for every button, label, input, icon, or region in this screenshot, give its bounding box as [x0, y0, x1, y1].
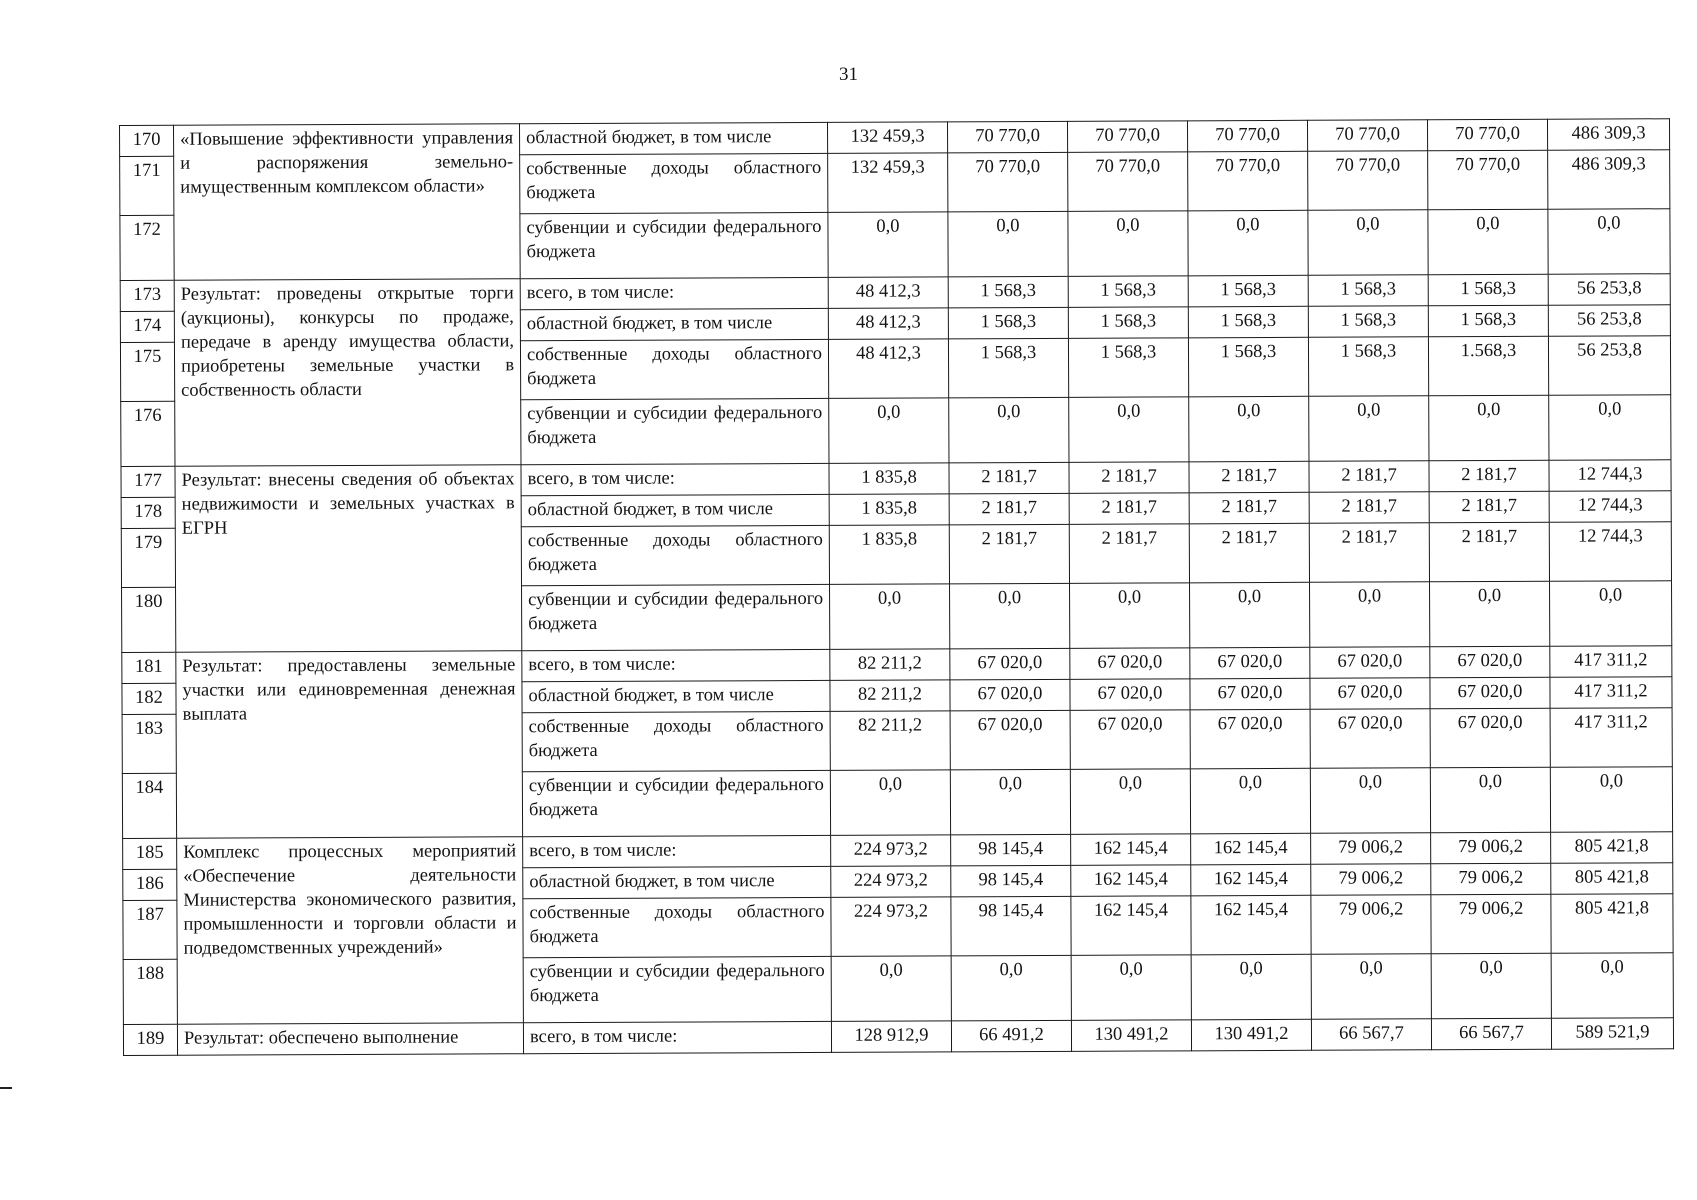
- year-value-cell: 67 020,0: [1430, 708, 1550, 768]
- funding-source: областной бюджет, в том числе: [522, 680, 830, 712]
- total-value-cell: 805 421,8: [1551, 832, 1673, 864]
- year-value-cell: 0,0: [1429, 395, 1549, 461]
- year-value-cell: 0,0: [1191, 954, 1311, 1020]
- year-value-cell: 1 835,8: [829, 463, 949, 495]
- total-value-cell: 0,0: [1551, 953, 1673, 1019]
- year-value-cell: 1 835,8: [829, 525, 949, 585]
- year-value-cell: 67 020,0: [950, 679, 1070, 711]
- funding-source: областной бюджет, в том числе: [519, 122, 827, 154]
- year-value-cell: 0,0: [831, 956, 951, 1022]
- year-value-cell: 162 145,4: [1191, 864, 1311, 896]
- year-value-cell: 79 006,2: [1311, 895, 1431, 955]
- funding-source: всего, в том числе:: [520, 277, 828, 309]
- year-value-cell: 2 181,7: [949, 524, 1069, 584]
- year-value-cell: 66 567,7: [1311, 1019, 1431, 1051]
- year-value-cell: 0,0: [949, 397, 1069, 463]
- year-value-cell: 162 145,4: [1071, 834, 1191, 866]
- measure-description: Результат: предоставлены земельные участки или единовременная денежная выплата: [176, 651, 523, 839]
- year-value-cell: 0,0: [829, 398, 949, 464]
- year-value-cell: 67 020,0: [1430, 677, 1550, 709]
- row-number: 175: [120, 342, 174, 401]
- year-value-cell: 0,0: [951, 955, 1071, 1021]
- total-value-cell: 417 311,2: [1550, 646, 1672, 678]
- year-value-cell: 79 006,2: [1431, 832, 1551, 864]
- row-number: 188: [123, 959, 177, 1024]
- year-value-cell: 1.568,3: [1428, 336, 1548, 396]
- funding-source: областной бюджет, в том числе: [523, 866, 831, 898]
- year-value-cell: 224 973,2: [831, 897, 951, 957]
- year-value-cell: 162 145,4: [1191, 895, 1311, 955]
- year-value-cell: 0,0: [1309, 396, 1429, 462]
- year-value-cell: 70 770,0: [948, 152, 1068, 212]
- funding-source: субвенции и субсидии федерального бюджета: [523, 956, 831, 1022]
- year-value-cell: 1 568,3: [1188, 275, 1308, 307]
- year-value-cell: 0,0: [1188, 210, 1308, 276]
- year-value-cell: 67 020,0: [1070, 679, 1190, 711]
- year-value-cell: 2 181,7: [949, 462, 1069, 494]
- year-value-cell: 224 973,2: [831, 866, 951, 898]
- measure-description: «Повышение эффективности управления и распоряжения земельно-имущественным комплексом области»: [174, 124, 521, 281]
- row-number: 182: [122, 683, 176, 714]
- total-value-cell: 56 253,8: [1548, 305, 1670, 337]
- funding-source: собственные доходы областного бюджета: [520, 339, 828, 399]
- measure-description: Результат: проведены открытые торги (аукционы), конкурсы по продаже, передаче в аренду имущества области, приобретены земельные участки в собственность области: [174, 279, 521, 467]
- year-value-cell: 1 568,3: [948, 276, 1068, 308]
- row-number: 189: [123, 1024, 177, 1055]
- year-value-cell: 70 770,0: [1427, 119, 1547, 151]
- budget-table: [119, 118, 1674, 1056]
- year-value-cell: 70 770,0: [1068, 152, 1188, 212]
- year-value-cell: 79 006,2: [1431, 863, 1551, 895]
- total-value-cell: 486 309,3: [1547, 119, 1669, 151]
- total-value-cell: 0,0: [1548, 209, 1670, 275]
- year-value-cell: 2 181,7: [1069, 462, 1189, 494]
- funding-source: субвенции и субсидии федерального бюджета: [521, 398, 829, 464]
- funding-source: всего, в том числе:: [523, 835, 831, 867]
- funding-source: собственные доходы областного бюджета: [522, 711, 830, 771]
- year-value-cell: 0,0: [830, 770, 950, 836]
- year-value-cell: 1 568,3: [948, 338, 1068, 398]
- row-number: 183: [122, 714, 176, 773]
- year-value-cell: 2 181,7: [1429, 460, 1549, 492]
- year-value-cell: 0,0: [1428, 209, 1548, 275]
- year-value-cell: 0,0: [950, 769, 1070, 835]
- row-number: 173: [120, 280, 174, 311]
- year-value-cell: 98 145,4: [951, 834, 1071, 866]
- year-value-cell: 2 181,7: [1189, 523, 1309, 583]
- year-value-cell: 162 145,4: [1071, 865, 1191, 897]
- year-value-cell: 70 770,0: [1308, 151, 1428, 211]
- year-value-cell: 70 770,0: [947, 121, 1067, 153]
- year-value-cell: 0,0: [1070, 769, 1190, 835]
- table-row: [123, 1018, 1673, 1056]
- year-value-cell: 0,0: [1310, 768, 1430, 834]
- funding-source: субвенции и субсидии федерального бюджета: [520, 212, 828, 278]
- year-value-cell: 0,0: [1071, 955, 1191, 1021]
- year-value-cell: 67 020,0: [950, 648, 1070, 680]
- row-number: 184: [122, 773, 176, 838]
- year-value-cell: 1 568,3: [1428, 274, 1548, 306]
- row-number: 174: [120, 311, 174, 342]
- year-value-cell: 2 181,7: [1309, 492, 1429, 524]
- year-value-cell: 2 181,7: [1309, 461, 1429, 493]
- funding-source: всего, в том числе:: [522, 649, 830, 681]
- year-value-cell: 79 006,2: [1311, 833, 1431, 865]
- total-value-cell: 0,0: [1549, 395, 1671, 461]
- year-value-cell: 1 568,3: [1068, 338, 1188, 398]
- funding-source: собственные доходы областного бюджета: [520, 153, 828, 213]
- year-value-cell: 1 568,3: [1308, 337, 1428, 397]
- row-number: 171: [120, 156, 174, 215]
- year-value-cell: 1 568,3: [1188, 306, 1308, 338]
- year-value-cell: 48 412,3: [828, 277, 948, 309]
- year-value-cell: 1 568,3: [1428, 305, 1548, 337]
- total-value-cell: 417 311,2: [1550, 708, 1672, 768]
- total-value-cell: 12 744,3: [1549, 460, 1671, 492]
- funding-source: субвенции и субсидии федерального бюджета: [522, 584, 830, 650]
- funding-source: всего, в том числе:: [521, 463, 829, 495]
- year-value-cell: 48 412,3: [828, 308, 948, 340]
- funding-source: собственные доходы областного бюджета: [521, 525, 829, 585]
- year-value-cell: 0,0: [830, 584, 950, 650]
- year-value-cell: 82 211,2: [830, 711, 950, 771]
- total-value-cell: 805 421,8: [1551, 894, 1673, 954]
- row-number: 172: [120, 215, 174, 280]
- total-value-cell: 12 744,3: [1549, 522, 1671, 582]
- year-value-cell: 67 020,0: [1190, 647, 1310, 679]
- year-value-cell: 67 020,0: [950, 710, 1070, 770]
- total-value-cell: 805 421,8: [1551, 863, 1673, 895]
- year-value-cell: 0,0: [1431, 953, 1551, 1019]
- row-number: 185: [123, 838, 177, 869]
- year-value-cell: 224 973,2: [831, 835, 951, 867]
- year-value-cell: 1 568,3: [1068, 276, 1188, 308]
- year-value-cell: 70 770,0: [1188, 151, 1308, 211]
- year-value-cell: 128 912,9: [831, 1021, 951, 1053]
- year-value-cell: 67 020,0: [1430, 646, 1550, 678]
- total-value-cell: 417 311,2: [1550, 677, 1672, 709]
- year-value-cell: 67 020,0: [1310, 647, 1430, 679]
- year-value-cell: 66 567,7: [1431, 1018, 1551, 1050]
- year-value-cell: 70 770,0: [1187, 120, 1307, 152]
- year-value-cell: 2 181,7: [1429, 491, 1549, 523]
- row-number: 179: [121, 528, 175, 587]
- row-number: 187: [123, 900, 177, 959]
- year-value-cell: 0,0: [1069, 397, 1189, 463]
- year-value-cell: 48 412,3: [828, 339, 948, 399]
- row-number: 170: [120, 125, 174, 156]
- total-value-cell: 589 521,9: [1551, 1018, 1673, 1050]
- year-value-cell: 79 006,2: [1311, 864, 1431, 896]
- year-value-cell: 1 568,3: [1308, 306, 1428, 338]
- year-value-cell: 67 020,0: [1070, 648, 1190, 680]
- funding-source: всего, в том числе:: [523, 1021, 831, 1053]
- year-value-cell: 0,0: [1190, 582, 1310, 648]
- year-value-cell: 2 181,7: [1069, 524, 1189, 584]
- year-value-cell: 67 020,0: [1190, 678, 1310, 710]
- year-value-cell: 0,0: [1190, 768, 1310, 834]
- year-value-cell: 82 211,2: [830, 680, 950, 712]
- year-value-cell: 0,0: [1189, 396, 1309, 462]
- year-value-cell: 2 181,7: [1429, 522, 1549, 582]
- year-value-cell: 1 835,8: [829, 494, 949, 526]
- page-number: 31: [839, 64, 858, 85]
- year-value-cell: 70 770,0: [1428, 150, 1548, 210]
- total-value-cell: 486 309,3: [1548, 150, 1670, 210]
- funding-source: субвенции и субсидии федерального бюджета: [522, 770, 830, 836]
- funding-source: собственные доходы областного бюджета: [523, 897, 831, 957]
- year-value-cell: 98 145,4: [951, 896, 1071, 956]
- row-number: 181: [122, 652, 176, 683]
- year-value-cell: 2 181,7: [1189, 492, 1309, 524]
- measure-description: Комплекс процессных мероприятий «Обеспечение деятельности Министерства экономического развития, промышленности и торговли области и подведомственных учреждений»: [177, 837, 524, 1025]
- funding-source: областной бюджет, в том числе: [521, 494, 829, 526]
- year-value-cell: 0,0: [1430, 581, 1550, 647]
- row-number: 186: [123, 869, 177, 900]
- year-value-cell: 67 020,0: [1190, 709, 1310, 769]
- year-value-cell: 0,0: [948, 211, 1068, 277]
- year-value-cell: 162 145,4: [1191, 833, 1311, 865]
- year-value-cell: 70 770,0: [1067, 121, 1187, 153]
- year-value-cell: 2 181,7: [1309, 523, 1429, 583]
- year-value-cell: 1 568,3: [1188, 337, 1308, 397]
- year-value-cell: 0,0: [1068, 211, 1188, 277]
- total-value-cell: 0,0: [1550, 581, 1672, 647]
- year-value-cell: 0,0: [1308, 210, 1428, 276]
- year-value-cell: 130 491,2: [1191, 1019, 1311, 1051]
- year-value-cell: 0,0: [828, 212, 948, 278]
- year-value-cell: 0,0: [1311, 954, 1431, 1020]
- total-value-cell: 56 253,8: [1548, 336, 1670, 396]
- year-value-cell: 79 006,2: [1431, 894, 1551, 954]
- total-value-cell: 56 253,8: [1548, 274, 1670, 306]
- year-value-cell: 0,0: [1310, 582, 1430, 648]
- year-value-cell: 1 568,3: [948, 307, 1068, 339]
- year-value-cell: 130 491,2: [1071, 1020, 1191, 1052]
- year-value-cell: 0,0: [950, 583, 1070, 649]
- year-value-cell: 132 459,3: [828, 153, 948, 213]
- year-value-cell: 2 181,7: [1069, 493, 1189, 525]
- year-value-cell: 162 145,4: [1071, 896, 1191, 956]
- measure-description: Результат: внесены сведения об объектах недвижимости и земельных участках в ЕГРН: [175, 465, 522, 653]
- row-number: 178: [121, 497, 175, 528]
- year-value-cell: 67 020,0: [1070, 710, 1190, 770]
- total-value-cell: 12 744,3: [1549, 491, 1671, 523]
- measure-description: Результат: обеспечено выполнение: [177, 1023, 523, 1056]
- year-value-cell: 67 020,0: [1310, 678, 1430, 710]
- year-value-cell: 67 020,0: [1310, 709, 1430, 769]
- row-number: 180: [122, 587, 176, 652]
- year-value-cell: 0,0: [1430, 767, 1550, 833]
- total-value-cell: 0,0: [1550, 767, 1672, 833]
- year-value-cell: 1 568,3: [1068, 307, 1188, 339]
- year-value-cell: 1 568,3: [1308, 275, 1428, 307]
- year-value-cell: 82 211,2: [830, 649, 950, 681]
- year-value-cell: 66 491,2: [951, 1020, 1071, 1052]
- year-value-cell: 98 145,4: [951, 865, 1071, 897]
- budget-table-body: [120, 119, 1674, 1056]
- year-value-cell: 2 181,7: [949, 493, 1069, 525]
- year-value-cell: 70 770,0: [1307, 120, 1427, 152]
- scan-edge-mark: [0, 1087, 12, 1089]
- year-value-cell: 132 459,3: [827, 122, 947, 154]
- year-value-cell: 0,0: [1070, 583, 1190, 649]
- row-number: 176: [121, 401, 175, 466]
- funding-source: областной бюджет, в том числе: [520, 308, 828, 340]
- row-number: 177: [121, 466, 175, 497]
- year-value-cell: 2 181,7: [1189, 461, 1309, 493]
